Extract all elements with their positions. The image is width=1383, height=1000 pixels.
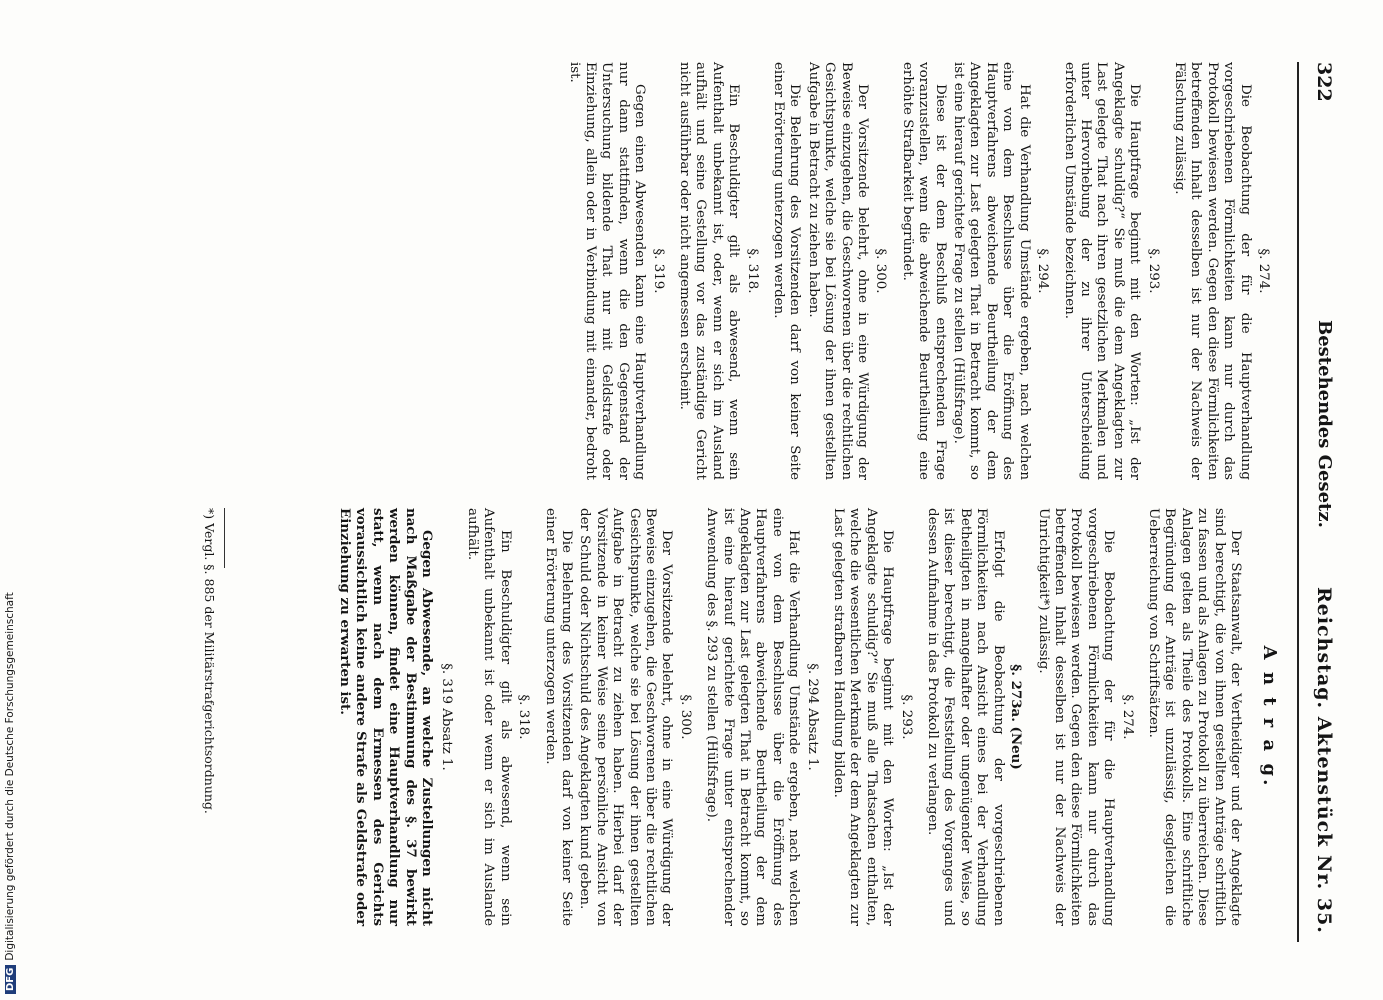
section-text: Die Hauptfrage beginnt mit den Worten: „Ist der Angeklagte schuldig?“ Sie muß die dem Angeklagten zur Last gelegte That nach ihren gesetzlichen Merkmalen und unter Hervorhebung der zu ihrer Unterscheidung erforderlichen Umstände bezeichnen. [1061,62,1143,480]
section-heading: §. 319. [650,248,666,294]
section-heading: §. 300. [873,248,889,294]
section-text: Ein Beschuldigter gilt als abwesend, wenn sein Aufenthalt unbekannt ist, oder, wenn er sich im Ausland aufhält und seine Gestellung vor das zuständige Gericht nicht ausführbar oder nicht angemessen erscheint. [677,62,742,480]
section-text: Die Hauptfrage beginnt mit den Worten: „Ist der Angeklagte schuldig?“ Sie muß alle Thatsachen enthalten, welche die wesentlichen Merkmale der dem Angeklagten zur Last gelegten strafbaren Handlung bilden. [831,508,896,926]
section-heading: §. 274. [1119,694,1135,740]
section-heading: §. 293. [898,694,914,740]
digitization-credit [4,4,20,994]
section-heading: §. 300. [677,694,693,740]
right-column [335,508,1289,926]
section-text: Diese ist der dem Beschluß entsprechenden Frage voranzustellen, wenn die abweichende Beurtheilung eine erhöhte Strafbarkeit begründet. [899,62,948,480]
section-text: Hat die Verhandlung Umstände ergeben, nach welchen eine von dem Beschlusse über die Eröffnung des Hauptverfahrens abweichende Beurtheilung der dem Angeklagten zur Last gelegten That in Betracht kommt, so ist eine hierauf gerichtete Frage unter entsprechender Anwendung des §. 293 zu stellen (Hülfsfrage). [704,508,802,926]
page-header [1297,62,1337,942]
footnote: *) Vergl. §. 885 der Militärstrafgerichtsordnung. [202,508,217,814]
section-text: Die Beobachtung der für die Hauptverhandlung vorgeschriebenen Förmlichkeiten kann nur durch das Protokoll bewiesen werden. Gegen den diese Förmlichkeiten betreffenden Inhalt desselben ist nur der Nachweis der Unrichtigkeit*) zulässig. [1035,508,1117,926]
section-heading: §. 274. [1256,248,1271,294]
section-text: Der Staatsanwalt, der Vertheidiger und der Angeklagte sind berechtigt, die von ihnen gestellten Anträge schriftlich zu fassen und als Anlagen zu Protokoll zu überreichen. Diese Anlagen gelten als Theile des Protokolls. Eine schriftliche Begründung der Anträge ist unzulässig, desgleichen die Ueberreichung von Schriftsätzen. [1145,508,1243,926]
right-column-title: Reichstag. Aktenstück Nr. 35. [1313,587,1335,934]
section-text: Die Belehrung des Vorsitzenden darf von keiner Seite einer Erörterung unterzogen werden. [771,62,803,480]
section-text: Der Vorsitzende belehrt, ohne in eine Würdigung der Beweise einzugehen, die Geschworenen über die rechtlichen Gesichtspunkte, welche sie bei Lösung der ihnen gestellten Aufgabe in Betracht zu ziehen haben. Hierbei darf der Vorsitzende in keiner Weise seine persönliche Ansicht von der Schuld oder Nichtschuld des Angeklagten kund geben. [577,508,675,926]
section-heading: §. 273a. (Neu) [1008,664,1025,770]
section-heading: §. 294 Absatz 1. [804,663,820,771]
section-heading: §. 318. [744,248,760,294]
section-text: Die Beobachtung der für die Hauptverhandlung vorgeschriebenen Förmlichkeiten kann nur durch das Protokoll bewiesen werden. Gegen den diese Förmlichkeiten betreffenden Inhalt desselben ist nur der Nachweis der Fälschung zulässig. [1171,62,1253,480]
page-number: 322 [1313,62,1335,102]
right-column-heading: A n t r a g. [1259,645,1280,789]
section-text: Hat die Verhandlung Umstände ergeben, nach welchen eine von dem Beschlusse über die Eröffnung des Hauptverfahrens abweichende Beurtheilung der dem Angeklagten zur Last gelegten That in Betracht kommt, so ist eine hierauf gerichtete Frage zu stellen (Hülfsfrage). [951,62,1032,480]
header-rule [1297,62,1299,942]
section-heading: §. 293. [1145,248,1161,294]
section-text: Der Vorsitzende belehrt, ohne in eine Würdigung der Beweise einzugehen, die Geschworenen über die rechtlichen Gesichtspunkte, welche sie bei Lösung der ihnen gestellten Aufgabe in Betracht zu ziehen haben. [805,62,871,480]
section-heading: §. 318. [516,694,532,740]
section-text: Die Belehrung des Vorsitzenden darf von keiner Seite einer Erörterung unterzogen werden. [542,508,574,926]
footnote-rule [224,508,225,568]
left-column-title: Bestehendes Gesetz. [1314,320,1335,528]
section-heading: §. 294. [1035,248,1051,294]
section-text: Gegen Abwesende, an welche Zustellungen nicht nach Maßgabe der Bestimmung des §. 37 bewirkt werden können, findet eine Hauptverhandlung nur statt, wenn nach dem Ermessen des Gerichts voraussichtlich keine andere Strafe als Geldstrafe oder Einziehung zu erwarten ist. [337,508,436,926]
section-heading: §. 319 Absatz 1. [438,663,454,771]
section-text: Erfolgt die Beobachtung der vorgeschriebenen Förmlichkeiten nach Ansicht eines bei der Verhandlung Betheiligten in mangelhafter oder ungenügender Weise, so ist dieser berechtigt, die Feststellung des Vorganges und dessen Aufnahme in das Protokoll zu verlangen. [925,508,1006,926]
dfg-logo: DFG [5,965,16,994]
section-text: Gegen einen Abwesenden kann eine Hauptverhandlung nur dann stattfinden, wenn die den Gegenstand der Untersuchung bildende That nur mit Geldstrafe oder Einziehung, allein oder in Verbindung mit einander, bedroht ist. [566,62,648,480]
digitization-credit-text: Digitalisierung gefördert durch die Deutsche Forschungsgemeinschaft [4,592,16,961]
left-column [563,62,1289,480]
rotated-page-content [107,62,1337,942]
section-text: Ein Beschuldigter gilt als abwesend, wenn sein Aufenthalt unbekannt ist oder wenn er sich im Auslande aufhält. [464,508,513,926]
